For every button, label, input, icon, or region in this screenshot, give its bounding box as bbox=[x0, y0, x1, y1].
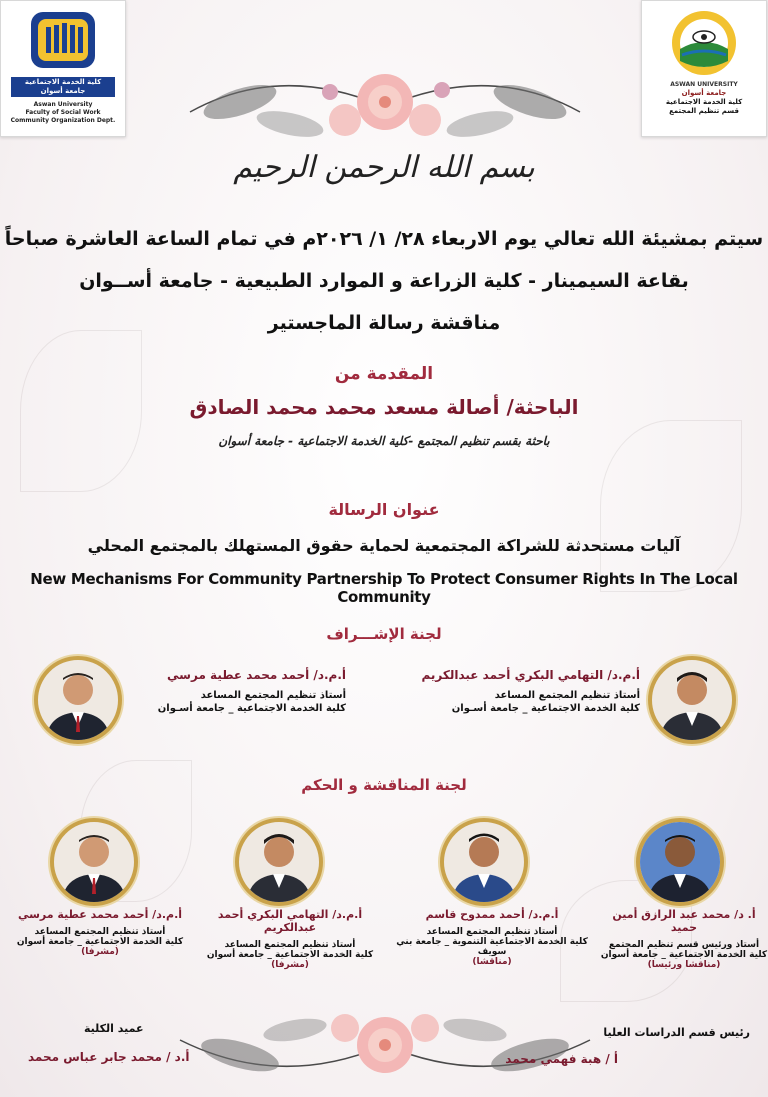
person-avatar-icon bbox=[640, 822, 720, 902]
logo-left-english-line: Faculty of Social Work bbox=[25, 109, 101, 116]
committee-2-faculty: كلية الخدمة الاجتماعية التنموية _ جامعة بني سويف bbox=[396, 937, 588, 957]
presenter-affiliation: باحثة بقسم تنظيم المجتمع -كلية الخدمة الاجتماعية - جامعة أسوان bbox=[218, 434, 550, 448]
committee-4-title: أستاذ تنظيم المجتمع المساعد bbox=[34, 927, 166, 937]
bottom-floral-ornament bbox=[170, 1000, 600, 1097]
logo-right-english: ASWAN UNIVERSITY bbox=[670, 81, 738, 88]
announcement-venue-line: بقاعة السيمينار - كلية الزراعة و الموارد الطبيعية - جامعة أســوان bbox=[79, 270, 689, 292]
committee-1-faculty: كلية الخدمة الاجتماعية _ جامعة أسوان bbox=[600, 950, 768, 960]
dean-title: عميد الكلية bbox=[84, 1022, 144, 1035]
logo-left-arabic-line: جامعة أسوان bbox=[40, 87, 86, 95]
supervision-heading: لجنة الإشـــراف bbox=[326, 625, 442, 643]
committee-3-role: (مشرفا) bbox=[271, 960, 309, 970]
postgrad-head-name: أ / هبة فهمي محمد bbox=[505, 1052, 618, 1066]
committee-3-faculty: كلية الخدمة الاجتماعية _ جامعة أسوان bbox=[206, 950, 374, 960]
committee-1-title: أستاذ ورئيس قسم تنظيم المجتمع bbox=[608, 940, 760, 950]
supervisor-2-faculty: كلية الخدمة الاجتماعية _ جامعة أسـوان bbox=[157, 703, 346, 714]
university-emblem-icon bbox=[666, 7, 742, 77]
committee-3-name: أ.م.د/ التهامي البكري أحمد عبدالكريم bbox=[217, 908, 363, 934]
committee-2-name: أ.م.د/ أحمد ممدوح قاسم bbox=[425, 908, 559, 921]
committee-2-card bbox=[384, 908, 600, 967]
supervisor-2-card bbox=[106, 668, 346, 714]
committee-3-title: أستاذ تنظيم المجتمع المساعد bbox=[224, 940, 356, 950]
university-logo-card bbox=[641, 0, 767, 137]
postgrad-head-title: رئيس قسم الدراسات العليا bbox=[603, 1026, 750, 1039]
faculty-emblem-icon bbox=[28, 9, 98, 71]
logo-right-arabic-line: كلية الخدمة الاجتماعية bbox=[665, 98, 743, 106]
supervisor-1-name: أ.م.د/ التهامي البكري أحمد عبدالكريم bbox=[421, 668, 640, 682]
supervisor-2-title: أستاذ تنظيم المجتمع المساعد bbox=[200, 690, 346, 701]
person-avatar-icon bbox=[38, 660, 118, 740]
person-avatar-icon bbox=[444, 822, 524, 902]
person-avatar-icon bbox=[239, 822, 319, 902]
committee-1-role: (مناقشا ورئيسا) bbox=[647, 960, 721, 970]
announcement-date-line: سيتم بمشيئة الله تعالي يوم الاربعاء ٢٨/ ١/ ٢٠٢٦م في تمام الساعة العاشرة صباحاً bbox=[4, 228, 764, 250]
basmala: بسم الله الرحمن الرحيم bbox=[233, 150, 535, 185]
committee-1-card bbox=[600, 908, 768, 970]
supervisor-1-faculty: كلية الخدمة الاجتماعية _ جامعة أسـوان bbox=[451, 703, 640, 714]
faculty-logo-arabic bbox=[11, 77, 115, 97]
committee-4-photo bbox=[50, 818, 138, 906]
committee-4-card bbox=[4, 908, 196, 957]
supervisor-2-name: أ.م.د/ أحمد محمد عطية مرسي bbox=[167, 668, 346, 682]
supervisor-2-photo bbox=[34, 656, 122, 744]
committee-2-role: (مناقشا) bbox=[472, 957, 512, 967]
logo-right-arabic-line: جامعة أسوان bbox=[681, 89, 727, 97]
thesis-title-english: New Mechanisms For Community Partnership To Protect Consumer Rights In The Local Community bbox=[30, 570, 738, 606]
logo-left-english-line: Aswan University bbox=[33, 101, 93, 108]
committee-4-faculty: كلية الخدمة الاجتماعية _ جامعة أسوان bbox=[16, 937, 184, 947]
presenter-name: الباحثة/ أصالة مسعد محمد محمد الصادق bbox=[189, 395, 579, 419]
committee-2-photo bbox=[440, 818, 528, 906]
committee-4-name: أ.م.د/ أحمد محمد عطية مرسي bbox=[17, 908, 183, 921]
dean-name: أ.د / محمد جابر عباس محمد bbox=[28, 1050, 190, 1064]
logo-left-english-line: Community Organization Dept. bbox=[10, 117, 116, 124]
committee-1-name: أ. د/ محمد عبد الرازق أمين حميد bbox=[612, 908, 756, 934]
thesis-title-arabic: آليات مستحدثة للشراكة المجتمعية لحماية حقوق المستهلك بالمجتمع المحلي bbox=[87, 536, 681, 555]
logo-left-arabic-line: كلية الخدمة الاجتماعية bbox=[24, 78, 102, 86]
thesis-heading: عنوان الرسالة bbox=[328, 500, 440, 519]
committee-4-role: (مشرفا) bbox=[81, 947, 119, 957]
supervisor-1-title: أستاذ تنظيم المجتمع المساعد bbox=[494, 690, 640, 701]
person-avatar-icon bbox=[54, 822, 134, 902]
announcement-event-line: مناقشة رسالة الماجستير bbox=[267, 312, 501, 334]
supervisor-1-card bbox=[380, 668, 640, 714]
committee-2-title: أستاذ تنظيم المجتمع المساعد bbox=[426, 927, 558, 937]
top-floral-ornament bbox=[180, 52, 590, 147]
committee-3-card bbox=[196, 908, 384, 970]
supervisor-1-photo bbox=[648, 656, 736, 744]
person-avatar-icon bbox=[652, 660, 732, 740]
committee-3-photo bbox=[235, 818, 323, 906]
logo-right-arabic-line: قسم تنظيم المجتمع bbox=[669, 107, 739, 115]
committee-heading: لجنة المناقشة و الحكم bbox=[301, 776, 467, 794]
committee-1-photo bbox=[636, 818, 724, 906]
presenter-heading: المقدمة من bbox=[334, 364, 434, 384]
faculty-logo-card bbox=[0, 0, 126, 137]
